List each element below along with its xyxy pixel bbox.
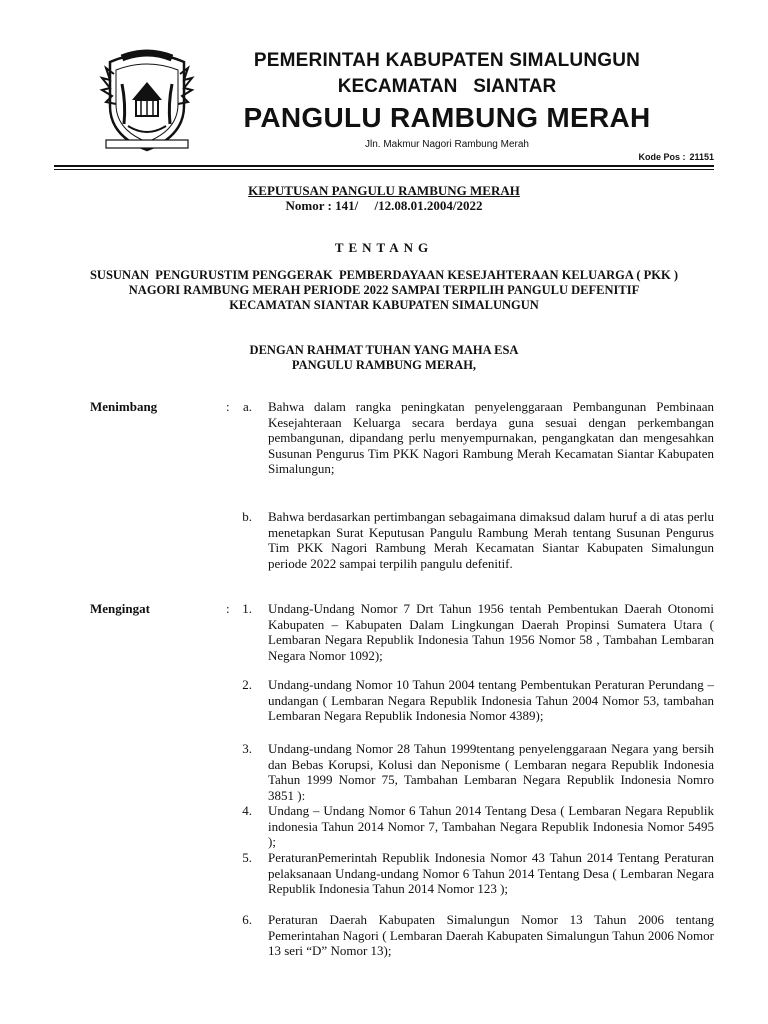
- mengingat-item: Peraturan Daerah Kabupaten Simalungun Nomor 13 Tahun 2006 tentang Pemerintahan Nagori ( Lembaran Daerah Kabupaten Simalungun Tahun 2006 Nomor 13 seri “D” Nomor 13);: [268, 912, 714, 959]
- decree-subject-line1: SUSUNAN PENGURUSTIM PENGGERAK PEMBERDAYAAN KESEJAHTERAAN KELUARGA ( PKK ): [89, 268, 679, 282]
- menimbang-colon: :: [226, 399, 230, 414]
- decree-number: Nomor : 141/ /12.08.01.2004/2022: [285, 198, 483, 213]
- mengingat-item: Undang-undang Nomor 28 Tahun 1999tentang penyelenggaraan Negara yang bersih dan Bebas Korupsi, Kolusi dan Neponisme ( Lembaran negara Republik Indonesia Tahun 1999 Nomor 75, Tambahan Lembaran Negara Republik Indonesia Nomro 3851 ):: [268, 741, 714, 803]
- mengingat-marker: 3.: [242, 741, 252, 756]
- decree-blessing: DENGAN RAHMAT TUHAN YANG MAHA ESA: [249, 343, 519, 357]
- decree-authority: PANGULU RAMBUNG MERAH,: [291, 358, 477, 372]
- decree-subject-line3: KECAMATAN SIANTAR KABUPATEN SIMALUNGUN: [229, 298, 539, 312]
- government-name: PEMERINTAH KABUPATEN SIMALUNGUN: [253, 50, 641, 71]
- mengingat-marker: 6.: [242, 912, 252, 927]
- office-name: PANGULU RAMBUNG MERAH: [243, 102, 651, 133]
- decree-subject-line2: NAGORI RAMBUNG MERAH PERIODE 2022 SAMPAI TERPILIH PANGULU DEFENITIF: [128, 283, 640, 297]
- district-name: KECAMATAN SIANTAR: [337, 76, 557, 97]
- mengingat-item: PeraturanPemerintah Republik Indonesia Nomor 43 Tahun 2014 Tentang Peraturan pelaksanaan Undang-undang Nomor 6 Tahun 2014 Tentang Desa ( Lembaran Negara Republik Indonesia Tahun 2014 Nomor 123 );: [268, 850, 714, 897]
- mengingat-item: Undang-Undang Nomor 7 Drt Tahun 1956 tentah Pembentukan Daerah Otonomi Kabupaten – Kabupaten Dalam Lingkungan Daerah Propinsi Sumatera Utara ( Lembaran Negara Republik Indonesia Tahun 1956 Nomor 58 , Tambahan Lembaran Negara Nomor 1092);: [268, 601, 714, 663]
- menimbang-item: Bahwa berdasarkan pertimbangan sebagaimana dimaksud dalam huruf a di atas perlu menetapkan Surat Keputusan Pangulu Rambung Merah tentang Susunan Pengurus Tim PKK Nagori Rambung Merah Kecamatan Siantar Kabupaten Simalungun periode 2022 sampai terpilih pangulu defenitif.: [268, 509, 714, 571]
- mengingat-marker: 1.: [242, 601, 252, 616]
- office-address: Jln. Makmur Nagori Rambung Merah: [365, 139, 529, 150]
- letterhead-rule-thick: [54, 165, 714, 167]
- menimbang-marker: a.: [242, 399, 252, 414]
- mengingat-label: Mengingat: [90, 601, 150, 616]
- mengingat-marker: 2.: [242, 677, 252, 692]
- decree-title: KEPUTUSAN PANGULU RAMBUNG MERAH: [248, 183, 520, 198]
- mengingat-marker: 4.: [242, 803, 252, 818]
- mengingat-item: Undang – Undang Nomor 6 Tahun 2014 Tentang Desa ( Lembaran Negara Republik indonesia Tahun 2014 Nomor 7, Tambahan Negara Republik Indonesia Nomor 5495 );: [268, 803, 714, 850]
- menimbang-label: Menimbang: [90, 399, 158, 414]
- simalungun-regency-logo: [92, 44, 202, 154]
- letterhead-rule-thin: [54, 169, 714, 170]
- mengingat-marker: 5.: [242, 850, 252, 865]
- mengingat-colon: :: [226, 601, 230, 616]
- menimbang-marker: b.: [242, 509, 252, 524]
- postal-code-label: Kode Pos :: [638, 152, 686, 162]
- mengingat-item: Undang-undang Nomor 10 Tahun 2004 tentang Pembentukan Peraturan Perundang – undangan ( Lembaran Negara Republik Indonesia Tahun 2004 Nomor 53, tambahan Lembaran Negara Republik Indonesia Nomor 4389);: [268, 677, 714, 724]
- postal-code-value: 21151: [689, 152, 714, 162]
- menimbang-item: Bahwa dalam rangka peningkatan penyelenggaraan Pembangunan Pembinaan Kesejahteraan Keluarga secara berdaya guna sesuai dengan perkembangan pembangunan, dipandang perlu menyempurnakan, pengangkatan dan mengesahkan Susunan Pengurus Tim PKK Nagori Rambung Merah Kecamatan Siantar Kabupaten Simalungun;: [268, 399, 714, 477]
- postal-code: [638, 152, 714, 162]
- decree-about: TENTANG: [334, 240, 434, 255]
